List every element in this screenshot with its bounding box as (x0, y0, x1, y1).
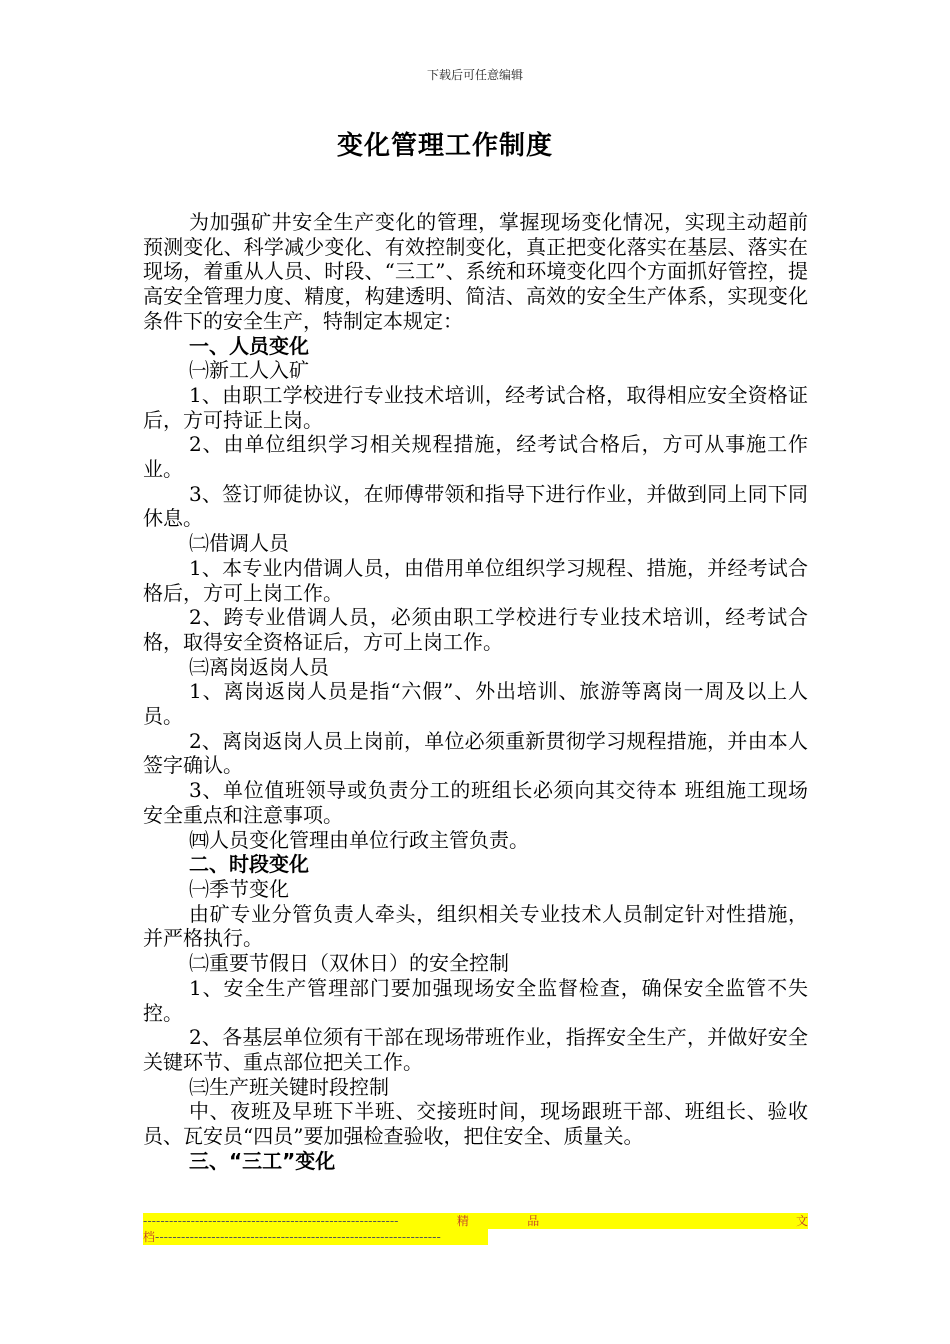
footer-line-1 (143, 1213, 808, 1229)
footer-word-wen: 文 (795, 1214, 808, 1228)
paragraph: 3、单位值班领导或负责分工的班组长必须向其交待本 班组施工现场安全重点和注意事项。 (143, 778, 808, 827)
footer-word-jing: 精 (456, 1214, 469, 1228)
paragraph: 2、由单位组织学习相关规程措施，经考试合格后，方可从事施工作业。 (143, 432, 808, 482)
document-body (143, 210, 808, 1173)
paragraph: ㈠季节变化 (189, 876, 289, 901)
paragraph: ㈣人员变化管理由单位行政主管负责。 (189, 827, 529, 852)
paragraph: 3、签订师徒协议，在师傅带领和指导下进行作业，并做到同上同下同休息。 (143, 481, 808, 531)
section-heading: 一、人员变化 (189, 333, 309, 358)
paragraph: 为加强矿井安全生产变化的管理，掌握现场变化情况，实现主动超前预测变化、科学减少变化、有效控制变化，真正把变化落实在基层、落实在现场，着重从人员、时段、“三工”、系统和环境变化四个方面抓好管控，提高安全管理力度、精度，构建透明、简洁、高效的安全生产体系，实现变化条件下的安全生产，特制定本规定： (143, 210, 808, 333)
paragraph: ㈡借调人员 (189, 531, 289, 556)
section-heading: 二、时段变化 (189, 852, 309, 877)
footer-word-dang: 档 (143, 1230, 156, 1244)
footer-dashes: ----------------------------------------------------------- (143, 1214, 399, 1228)
document-title: 变化管理工作制度 (336, 131, 553, 161)
footer-line-2 (143, 1229, 488, 1245)
paragraph: 1、安全生产管理部门要加强现场安全监督检查，确保安全监管不失控。 (143, 975, 808, 1025)
paragraph: 2、跨专业借调人员，必须由职工学校进行专业技术培训，经考试合格，取得安全资格证后，方可上岗工作。 (143, 605, 808, 654)
footer-watermark (143, 1213, 808, 1249)
paragraph: 2、各基层单位须有干部在现场带班作业，指挥安全生产，并做好安全关键环节、重点部位把关工作。 (143, 1025, 808, 1074)
paragraph: 由矿专业分管负责人牵头，组织相关专业技术人员制定针对性措施，并严格执行。 (143, 901, 808, 951)
paragraph: ㈢离岗返岗人员 (189, 654, 329, 679)
paragraph: ㈡重要节假日（双休日）的安全控制 (189, 951, 509, 976)
paragraph: 1、离岗返岗人员是指“六假”、外出培训、旅游等离岗一周及以上人员。 (143, 679, 808, 729)
section-heading: 三、“三工”变化 (189, 1148, 336, 1173)
paragraph: 1、由职工学校进行专业技术培训，经考试合格，取得相应安全资格证后，方可持证上岗。 (143, 382, 808, 432)
paragraph: 1、本专业内借调人员，由借用单位组织学习规程、措施，并经考试合格后，方可上岗工作。 (143, 555, 808, 605)
footer-word-pin: 品 (527, 1214, 540, 1228)
footer-dashes-2: ------------------------------------------------------------------ (155, 1230, 441, 1244)
header-note: 下载后可任意编辑 (426, 68, 523, 82)
paragraph: 2、离岗返岗人员上岗前，单位必须重新贯彻学习规程措施，并由本人签字确认。 (143, 728, 808, 778)
paragraph: ㈠新工人入矿 (189, 358, 309, 383)
paragraph: ㈢生产班关键时段控制 (189, 1074, 389, 1099)
paragraph: 中、夜班及早班下半班、交接班时间，现场跟班干部、班组长、验收员、瓦安员“四员”要加强检查验收，把住安全、质量关。 (143, 1099, 808, 1149)
